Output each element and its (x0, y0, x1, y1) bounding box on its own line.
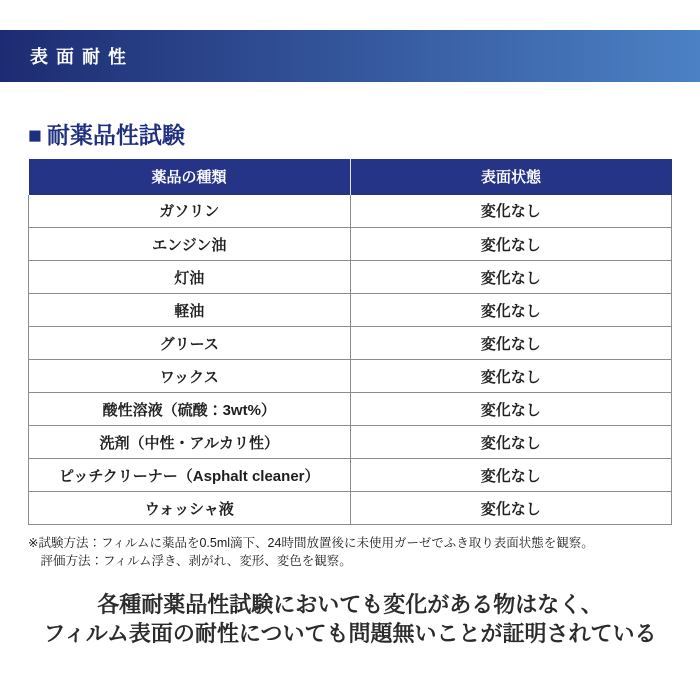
chemical-name-cell: ウォッシャ液 (29, 492, 351, 525)
conclusion-line-2: フィルム表面の耐性についても問題無いことが証明されている (43, 621, 657, 647)
chemical-name-cell: グリース (29, 327, 351, 360)
table-row (29, 459, 672, 492)
chemical-name-cell: 酸性溶液（硫酸：3wt%） (29, 393, 351, 426)
chemical-name-cell: 軽油 (29, 294, 351, 327)
banner-title: 表面耐性 (30, 47, 134, 67)
table-row (29, 294, 672, 327)
conclusion-line-1: 各種耐薬品性試験においても変化がある物はなく、 (97, 592, 603, 618)
table-row (29, 327, 672, 360)
table-row (29, 228, 672, 261)
surface-state-cell: 変化なし (350, 360, 672, 393)
surface-state-cell: 変化なし (350, 195, 672, 228)
surface-state-cell: 変化なし (350, 327, 672, 360)
surface-state-cell: 変化なし (350, 426, 672, 459)
table-row (29, 195, 672, 228)
table-row (29, 426, 672, 459)
table-row (29, 492, 672, 525)
table-row (29, 261, 672, 294)
test-method-notes (28, 534, 700, 570)
title-banner (0, 30, 700, 82)
surface-state-cell: 変化なし (350, 459, 672, 492)
column-header-surface-state: 表面状態 (350, 159, 672, 195)
chemical-name-cell: 洗剤（中性・アルカリ性） (29, 426, 351, 459)
surface-state-cell: 変化なし (350, 294, 672, 327)
note-test-method: ※試験方法：フィルムに薬品を0.5ml滴下、24時間放置後に未使用ガーゼでふき取り表面状態を観察。 (28, 536, 594, 551)
table-row (29, 360, 672, 393)
chemical-name-cell: 灯油 (29, 261, 351, 294)
section-bullet-icon: ■ (28, 122, 42, 148)
chemical-name-cell: エンジン油 (29, 228, 351, 261)
table-row (29, 393, 672, 426)
section-heading (28, 122, 700, 150)
surface-state-cell: 変化なし (350, 492, 672, 525)
table-header-row (29, 159, 672, 195)
chemical-name-cell: ピッチクリーナー（Asphalt cleaner） (29, 459, 351, 492)
chemical-name-cell: ワックス (29, 360, 351, 393)
table-body (29, 195, 672, 525)
surface-state-cell: 変化なし (350, 393, 672, 426)
chemical-resistance-table (28, 159, 672, 526)
column-header-chemical-type: 薬品の種類 (29, 159, 351, 195)
surface-state-cell: 変化なし (350, 261, 672, 294)
conclusion-statement (0, 590, 700, 648)
surface-state-cell: 変化なし (350, 228, 672, 261)
section-heading-label: 耐薬品性試験 (46, 122, 185, 148)
note-evaluation-method: 評価方法：フィルム浮き、剥がれ、変形、変色を観察。 (40, 554, 352, 569)
chemical-name-cell: ガソリン (29, 195, 351, 228)
page (0, 30, 700, 648)
